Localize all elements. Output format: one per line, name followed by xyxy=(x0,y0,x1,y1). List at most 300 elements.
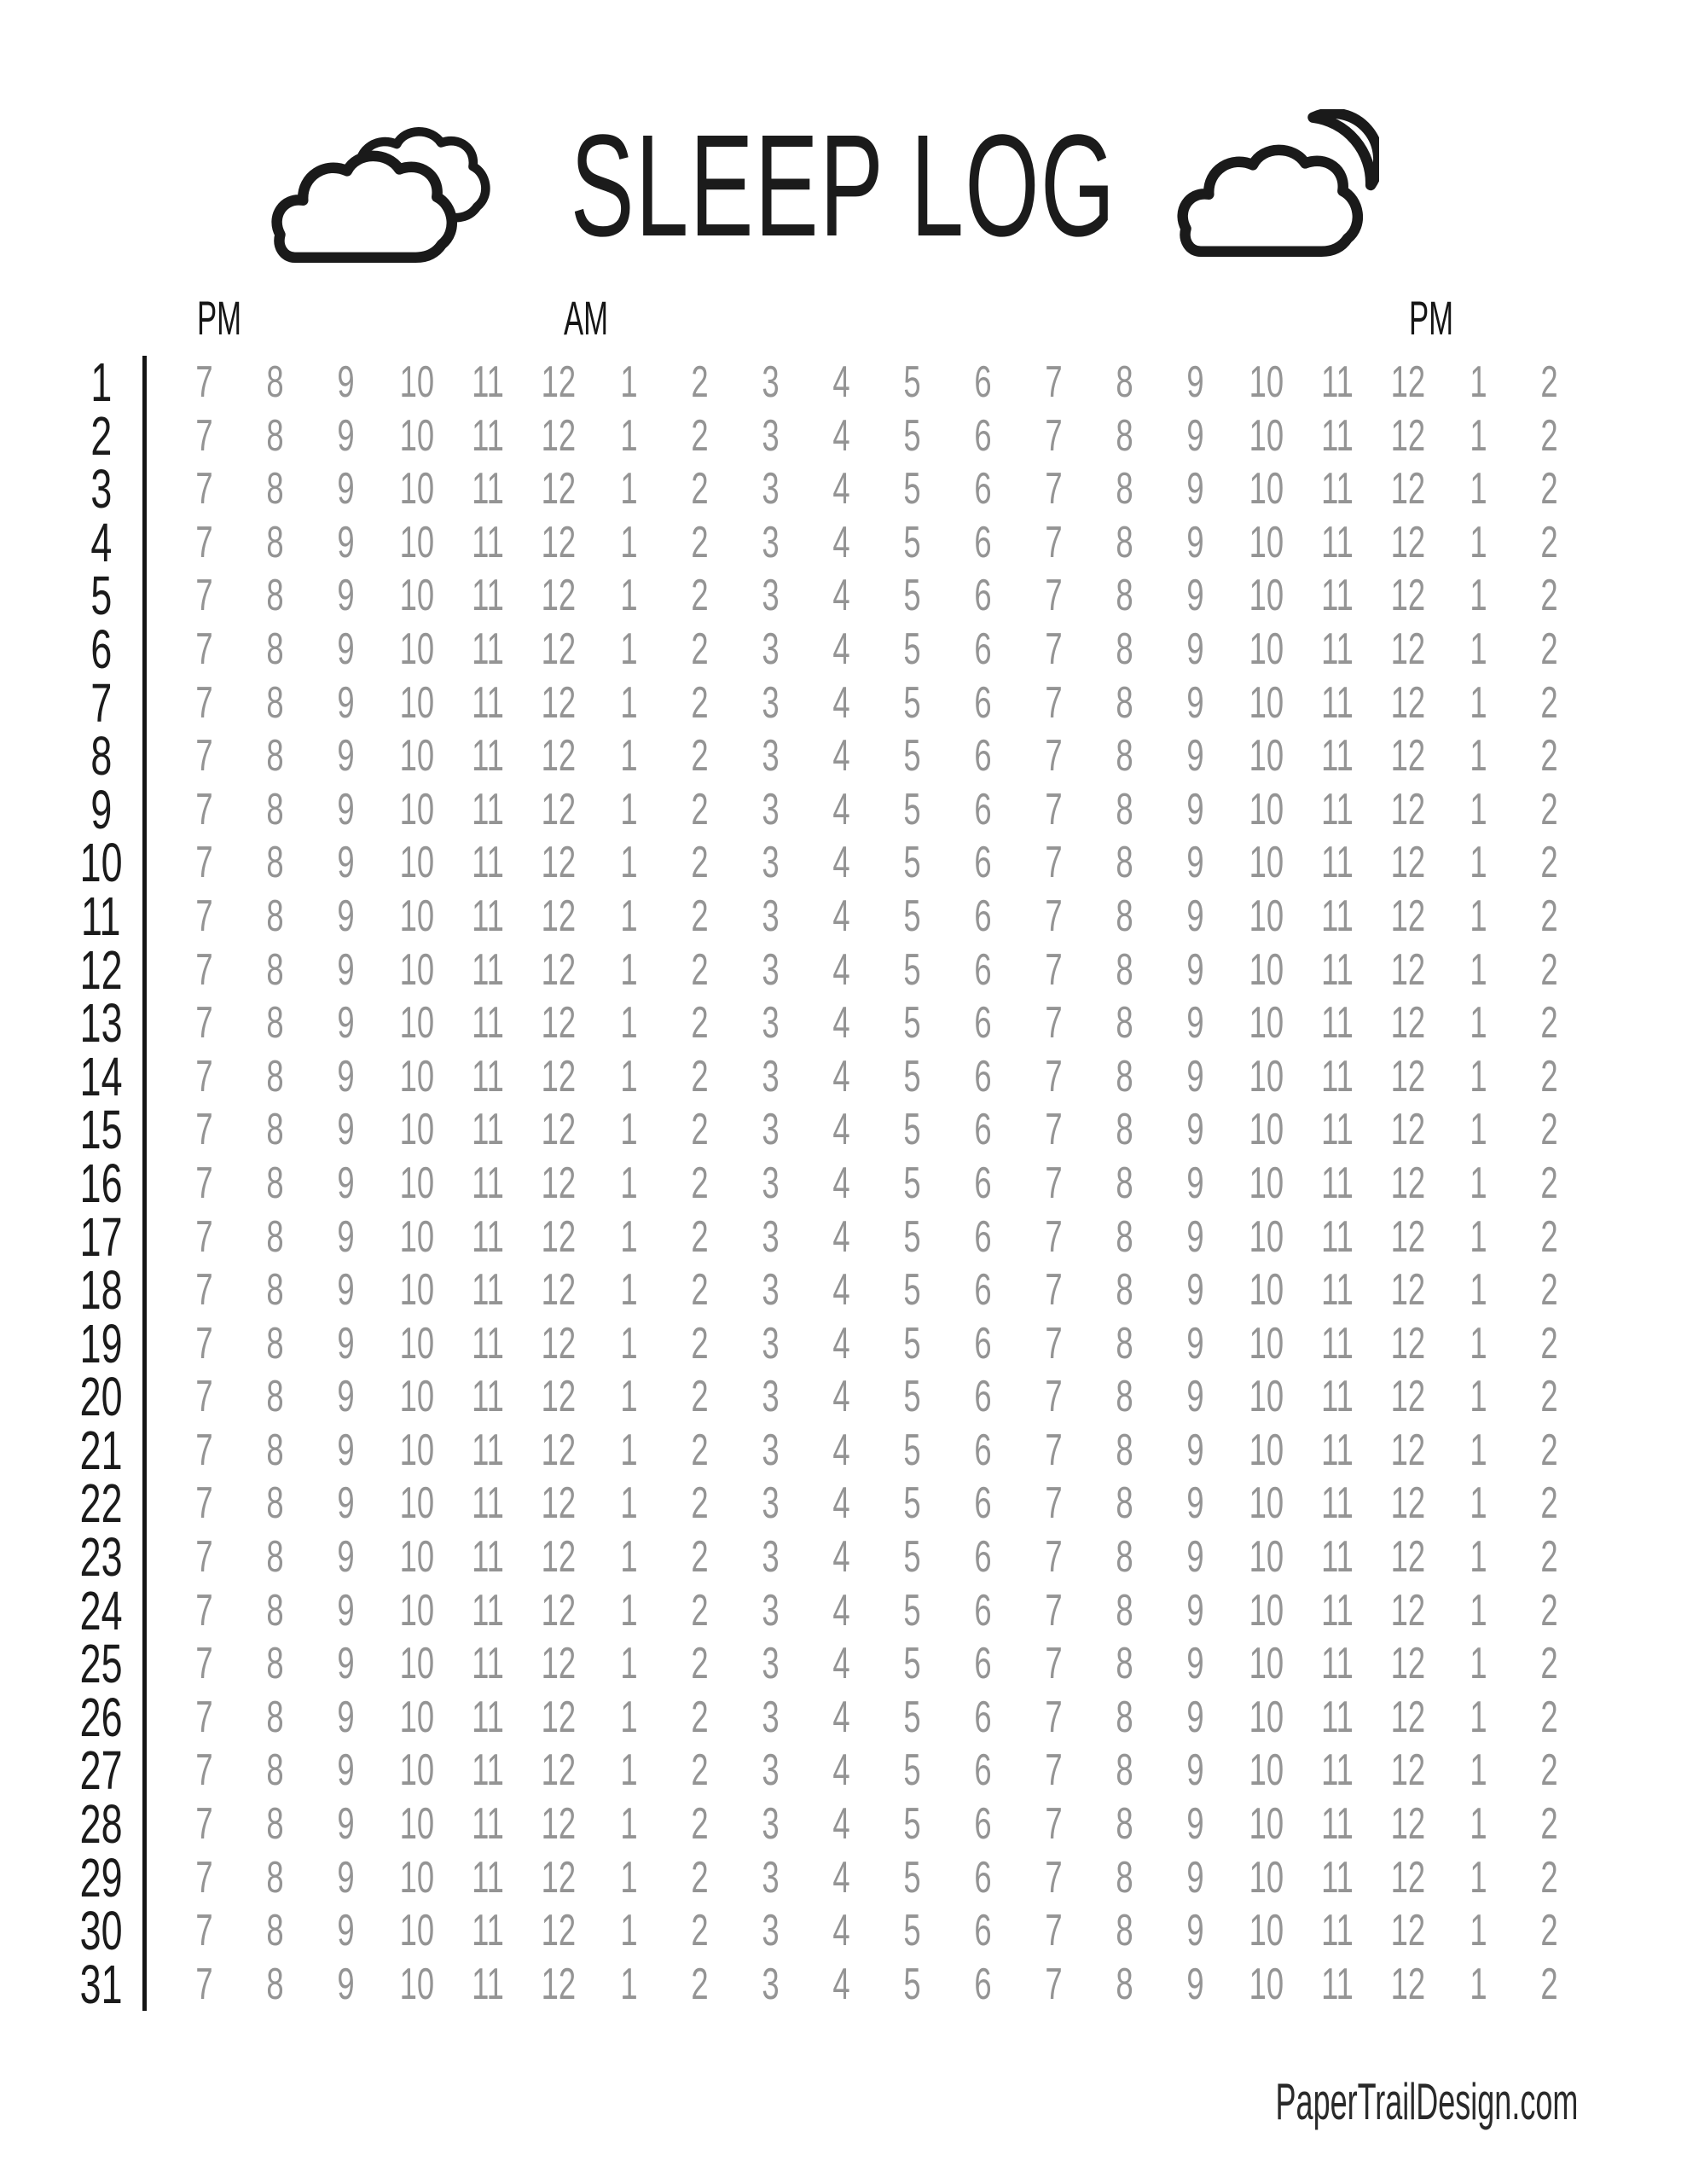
hour-cell xyxy=(381,1744,452,1798)
hour-label: 2 xyxy=(1540,1211,1558,1262)
hour-label: 11 xyxy=(471,1478,504,1529)
hour-label: 7 xyxy=(195,1425,213,1475)
hour-cell xyxy=(523,1317,594,1371)
hour-cell xyxy=(523,1477,594,1531)
hour-cell xyxy=(594,1531,664,1584)
hour-label: 11 xyxy=(1320,1852,1354,1902)
hour-cell xyxy=(381,1798,452,1851)
hour-label: 2 xyxy=(1540,464,1558,514)
hour-label: 8 xyxy=(266,1478,284,1529)
hour-label: 4 xyxy=(832,1799,850,1850)
hour-label: 12 xyxy=(541,1265,576,1316)
hour-cell xyxy=(523,1424,594,1478)
day-row xyxy=(0,1526,1687,1589)
hour-label: 5 xyxy=(903,1211,921,1262)
hour-label: 7 xyxy=(195,1745,213,1796)
hour-cell xyxy=(948,944,1018,997)
day-number-label: 2 xyxy=(90,404,112,467)
hour-cell xyxy=(735,569,806,623)
hour-label: 8 xyxy=(1116,1692,1133,1742)
hour-cells xyxy=(147,1851,1585,1905)
hour-label: 12 xyxy=(541,1211,576,1262)
hour-label: 9 xyxy=(1186,1959,1204,2009)
hour-cell xyxy=(806,1157,877,1211)
hour-cells xyxy=(147,410,1585,463)
day-number-label: 5 xyxy=(90,565,112,627)
hour-label: 3 xyxy=(762,1959,780,2009)
hour-label: 8 xyxy=(266,1799,284,1850)
hour-cells xyxy=(147,1744,1585,1798)
hour-cell xyxy=(877,462,948,516)
hour-cell xyxy=(169,836,240,890)
hour-label: 7 xyxy=(1045,838,1063,888)
hour-label: 11 xyxy=(1320,784,1354,834)
hour-cell xyxy=(806,1317,877,1371)
hour-label: 5 xyxy=(903,1372,921,1422)
hour-label: 4 xyxy=(832,1906,850,1956)
hour-label: 9 xyxy=(1186,1318,1204,1368)
hour-label: 1 xyxy=(1470,1051,1487,1101)
hour-cell xyxy=(806,410,877,463)
hour-cell xyxy=(452,1798,523,1851)
hour-label: 2 xyxy=(691,1532,709,1583)
hour-cell xyxy=(1514,996,1585,1050)
hour-cell xyxy=(664,729,735,783)
hour-cell xyxy=(381,890,452,944)
hour-label: 3 xyxy=(762,1906,780,1956)
hour-label: 1 xyxy=(620,1425,638,1475)
hour-cell xyxy=(1372,783,1443,837)
hour-cell xyxy=(240,1317,310,1371)
hour-cell xyxy=(877,1744,948,1798)
hour-label: 12 xyxy=(1390,838,1425,888)
hour-cell xyxy=(240,1958,310,2012)
hour-label: 1 xyxy=(620,517,638,567)
hour-cell xyxy=(1372,1904,1443,1958)
hour-cell xyxy=(948,516,1018,570)
hour-cell xyxy=(1018,1050,1089,1104)
hour-label: 6 xyxy=(974,1852,992,1902)
hour-cell xyxy=(877,569,948,623)
hour-cell xyxy=(1372,1744,1443,1798)
hour-label: 8 xyxy=(1116,1372,1133,1422)
day-row xyxy=(0,1846,1687,1908)
hour-label: 2 xyxy=(691,891,709,941)
hour-cells xyxy=(147,1691,1585,1745)
hour-label: 1 xyxy=(1470,784,1487,834)
hour-label: 12 xyxy=(1390,677,1425,728)
hour-cell xyxy=(664,1531,735,1584)
hour-label: 6 xyxy=(974,1265,992,1316)
hour-cells xyxy=(147,356,1585,410)
hour-cell xyxy=(1160,1904,1231,1958)
hour-cell xyxy=(169,1851,240,1905)
hour-label: 7 xyxy=(1045,1852,1063,1902)
hour-label: 12 xyxy=(1390,784,1425,834)
hour-label: 8 xyxy=(266,1692,284,1742)
hour-cell xyxy=(310,1103,381,1157)
hour-cell xyxy=(240,410,310,463)
day-row xyxy=(0,1472,1687,1535)
hour-label: 12 xyxy=(541,998,576,1048)
hour-label: 9 xyxy=(1186,1692,1204,1742)
hour-cell xyxy=(1160,1531,1231,1584)
hour-cell xyxy=(240,996,310,1050)
hour-cell xyxy=(1301,1103,1372,1157)
hour-cell xyxy=(735,729,806,783)
hour-label: 5 xyxy=(903,1745,921,1796)
hour-label: 9 xyxy=(337,891,355,941)
hour-cell xyxy=(1018,996,1089,1050)
hour-label: 10 xyxy=(399,1959,434,2009)
hour-cell xyxy=(1443,783,1514,837)
hour-cell xyxy=(1301,1531,1372,1584)
hour-cell xyxy=(664,1798,735,1851)
hour-label: 7 xyxy=(195,1799,213,1850)
hour-label: 8 xyxy=(1116,410,1133,461)
hour-label: 2 xyxy=(691,784,709,834)
hour-cell xyxy=(594,1958,664,2012)
hour-cell xyxy=(948,1050,1018,1104)
hour-label: 5 xyxy=(903,571,921,621)
hour-label: 2 xyxy=(691,517,709,567)
hour-label: 2 xyxy=(691,838,709,888)
hour-cell xyxy=(1160,729,1231,783)
hour-cell xyxy=(381,1691,452,1745)
hour-cell xyxy=(1514,1477,1585,1531)
hour-label: 5 xyxy=(903,677,921,728)
hour-label: 3 xyxy=(762,1265,780,1316)
hour-label: 10 xyxy=(1249,731,1284,781)
hour-cell xyxy=(1443,1477,1514,1531)
meridiem-pm-evening: PM xyxy=(197,291,242,345)
hour-cell xyxy=(735,890,806,944)
hour-label: 11 xyxy=(471,1639,504,1689)
hour-cell xyxy=(877,516,948,570)
hour-label: 10 xyxy=(399,1585,434,1635)
hour-cell xyxy=(1160,1584,1231,1638)
hour-cells xyxy=(147,1103,1585,1157)
hour-label: 11 xyxy=(471,677,504,728)
hour-label: 6 xyxy=(974,624,992,674)
hour-cell xyxy=(381,1958,452,2012)
hour-cell xyxy=(169,1317,240,1371)
day-number-label: 20 xyxy=(79,1366,123,1428)
hour-label: 7 xyxy=(1045,1318,1063,1368)
hour-cell xyxy=(1514,944,1585,997)
hour-label: 12 xyxy=(1390,1318,1425,1368)
day-number-label: 13 xyxy=(79,992,123,1054)
day-row xyxy=(0,1953,1687,2015)
hour-cell xyxy=(806,1637,877,1691)
hour-cell xyxy=(735,1584,806,1638)
hour-cell xyxy=(452,623,523,677)
hour-cell xyxy=(1514,1263,1585,1317)
hour-cell xyxy=(664,1103,735,1157)
hour-cell xyxy=(948,1317,1018,1371)
hour-label: 2 xyxy=(1540,731,1558,781)
hour-label: 4 xyxy=(832,1105,850,1155)
hour-label: 9 xyxy=(337,677,355,728)
hour-cell xyxy=(1018,1584,1089,1638)
hour-label: 7 xyxy=(195,838,213,888)
hour-label: 12 xyxy=(1390,1265,1425,1316)
hour-cell xyxy=(1018,1744,1089,1798)
hour-label: 2 xyxy=(691,1158,709,1208)
hour-cell xyxy=(877,1531,948,1584)
hour-label: 3 xyxy=(762,1799,780,1850)
hour-cell xyxy=(1443,1211,1514,1264)
hour-cell xyxy=(877,783,948,837)
hour-label: 10 xyxy=(1249,624,1284,674)
hour-cell xyxy=(169,1370,240,1424)
hour-label: 10 xyxy=(1249,1799,1284,1850)
hour-label: 11 xyxy=(1320,624,1354,674)
hour-cell xyxy=(1231,1211,1301,1264)
hour-label: 3 xyxy=(762,784,780,834)
hour-cell xyxy=(310,1050,381,1104)
hour-cell xyxy=(310,729,381,783)
hour-label: 1 xyxy=(620,944,638,995)
day-number xyxy=(0,1099,147,1161)
hour-label: 10 xyxy=(1249,998,1284,1048)
hour-label: 10 xyxy=(399,944,434,995)
hour-label: 9 xyxy=(337,1639,355,1689)
hour-label: 7 xyxy=(195,1051,213,1101)
hour-label: 12 xyxy=(541,624,576,674)
hour-label: 12 xyxy=(541,838,576,888)
hour-cell xyxy=(735,1744,806,1798)
day-number-label: 11 xyxy=(81,885,121,947)
hour-label: 9 xyxy=(1186,1852,1204,1902)
hour-label: 11 xyxy=(471,464,504,514)
hour-label: 11 xyxy=(1320,1211,1354,1262)
hour-label: 12 xyxy=(1390,891,1425,941)
day-number-label: 12 xyxy=(79,938,123,1001)
hour-label: 8 xyxy=(1116,624,1133,674)
hour-cell xyxy=(1372,996,1443,1050)
hour-cell xyxy=(310,410,381,463)
hour-label: 3 xyxy=(762,464,780,514)
hour-label: 1 xyxy=(1470,944,1487,995)
hour-label: 8 xyxy=(1116,731,1133,781)
hour-cell xyxy=(1231,1691,1301,1745)
hour-cell xyxy=(1160,783,1231,837)
hour-cell xyxy=(594,1103,664,1157)
hour-label: 10 xyxy=(1249,784,1284,834)
hour-label: 8 xyxy=(1116,571,1133,621)
hour-cell xyxy=(1301,516,1372,570)
hour-cell xyxy=(948,1584,1018,1638)
hour-cell xyxy=(1231,1798,1301,1851)
day-number-label: 27 xyxy=(79,1740,123,1802)
hour-cell xyxy=(1514,410,1585,463)
day-number xyxy=(0,1953,147,2015)
hour-cell xyxy=(1301,623,1372,677)
hour-cell xyxy=(1231,516,1301,570)
day-number-label: 9 xyxy=(90,778,112,840)
hour-cell xyxy=(1372,1050,1443,1104)
hour-cell xyxy=(381,677,452,730)
hour-cell xyxy=(169,1637,240,1691)
hour-cell xyxy=(523,1263,594,1317)
hour-label: 7 xyxy=(195,1158,213,1208)
hour-cell xyxy=(240,1637,310,1691)
hour-cell xyxy=(1018,1157,1089,1211)
day-number xyxy=(0,1419,147,1481)
hour-label: 8 xyxy=(266,1051,284,1101)
hour-label: 12 xyxy=(1390,731,1425,781)
hour-cell xyxy=(1514,1157,1585,1211)
hour-cell xyxy=(664,1904,735,1958)
hour-label: 1 xyxy=(620,1959,638,2009)
hour-cell xyxy=(1160,623,1231,677)
hour-label: 6 xyxy=(974,571,992,621)
hour-label: 6 xyxy=(974,1318,992,1368)
hour-cell xyxy=(1443,1317,1514,1371)
day-row xyxy=(0,1419,1687,1481)
hour-label: 4 xyxy=(832,1372,850,1422)
hour-cell xyxy=(948,1958,1018,2012)
hour-cell xyxy=(240,356,310,410)
hour-cell xyxy=(381,516,452,570)
hour-cells xyxy=(147,729,1585,783)
hour-label: 10 xyxy=(1249,1318,1284,1368)
hour-label: 3 xyxy=(762,1051,780,1101)
hour-cell xyxy=(664,1744,735,1798)
day-number-label: 1 xyxy=(90,351,112,413)
hour-label: 2 xyxy=(1540,1639,1558,1689)
hour-cell xyxy=(310,516,381,570)
hour-cell xyxy=(1514,890,1585,944)
hour-cell xyxy=(948,783,1018,837)
hour-cell xyxy=(735,1904,806,1958)
hour-cell xyxy=(1514,462,1585,516)
hour-label: 10 xyxy=(1249,1158,1284,1208)
hour-cell xyxy=(594,1263,664,1317)
hour-cells xyxy=(147,783,1585,837)
hour-cell xyxy=(523,1851,594,1905)
hour-label: 8 xyxy=(1116,1906,1133,1956)
hour-label: 2 xyxy=(1540,1478,1558,1529)
hour-cell xyxy=(594,1637,664,1691)
hour-cell xyxy=(1514,356,1585,410)
hour-label: 11 xyxy=(1320,1425,1354,1475)
hour-cell xyxy=(877,356,948,410)
hour-label: 7 xyxy=(195,1532,213,1583)
hour-cell xyxy=(523,890,594,944)
hour-cells xyxy=(147,677,1585,730)
hour-label: 12 xyxy=(541,1959,576,2009)
hour-label: 3 xyxy=(762,1318,780,1368)
hour-cells xyxy=(147,1211,1585,1264)
hour-cell xyxy=(877,1211,948,1264)
hour-label: 9 xyxy=(337,1478,355,1529)
hour-label: 9 xyxy=(1186,838,1204,888)
hour-label: 11 xyxy=(471,1211,504,1262)
day-number xyxy=(0,1045,147,1107)
hour-cell xyxy=(594,1211,664,1264)
hour-label: 10 xyxy=(1249,357,1284,407)
hour-cell xyxy=(1089,1851,1160,1905)
hour-label: 6 xyxy=(974,1425,992,1475)
hour-label: 2 xyxy=(691,1585,709,1635)
hour-label: 6 xyxy=(974,998,992,1048)
hour-label: 2 xyxy=(1540,838,1558,888)
hour-label: 4 xyxy=(832,624,850,674)
hour-label: 5 xyxy=(903,1585,921,1635)
hour-label: 11 xyxy=(1320,838,1354,888)
hour-label: 6 xyxy=(974,1478,992,1529)
day-number-label: 29 xyxy=(79,1846,123,1908)
hour-cell xyxy=(735,677,806,730)
day-number-label: 16 xyxy=(79,1152,123,1214)
hour-label: 7 xyxy=(195,1639,213,1689)
hour-label: 10 xyxy=(1249,1478,1284,1529)
hour-cell xyxy=(806,1263,877,1317)
hour-cell xyxy=(1301,783,1372,837)
hour-label: 7 xyxy=(1045,1051,1063,1101)
hour-cell xyxy=(310,783,381,837)
day-number xyxy=(0,565,147,627)
hour-label: 9 xyxy=(337,944,355,995)
hour-cell xyxy=(664,783,735,837)
hour-cell xyxy=(1514,1691,1585,1745)
hour-label: 11 xyxy=(1320,1639,1354,1689)
hour-cell xyxy=(1301,1157,1372,1211)
hour-label: 2 xyxy=(691,677,709,728)
day-number xyxy=(0,511,147,573)
hour-label: 5 xyxy=(903,464,921,514)
hour-cell xyxy=(1301,1958,1372,2012)
day-row xyxy=(0,1152,1687,1214)
hour-label: 11 xyxy=(1320,677,1354,728)
day-row xyxy=(0,1633,1687,1695)
hour-label: 9 xyxy=(337,1745,355,1796)
hour-label: 6 xyxy=(974,1585,992,1635)
hour-cell xyxy=(1160,836,1231,890)
hour-label: 8 xyxy=(1116,838,1133,888)
hour-label: 12 xyxy=(1390,1158,1425,1208)
hour-label: 11 xyxy=(471,1799,504,1850)
hour-label: 10 xyxy=(399,517,434,567)
hour-label: 9 xyxy=(1186,1425,1204,1475)
hour-label: 11 xyxy=(471,1745,504,1796)
hour-cell xyxy=(1301,1798,1372,1851)
hour-label: 8 xyxy=(1116,784,1133,834)
hour-label: 10 xyxy=(399,891,434,941)
hour-label: 4 xyxy=(832,1211,850,1262)
hour-label: 6 xyxy=(974,1105,992,1155)
hour-label: 1 xyxy=(1470,677,1487,728)
hour-label: 7 xyxy=(195,998,213,1048)
hour-cell xyxy=(310,623,381,677)
hour-cell xyxy=(452,1211,523,1264)
hour-cell xyxy=(240,1851,310,1905)
hour-label: 11 xyxy=(471,1318,504,1368)
hour-cell xyxy=(948,1851,1018,1905)
hour-cell xyxy=(1231,1584,1301,1638)
hour-label: 9 xyxy=(337,1959,355,2009)
hour-label: 1 xyxy=(1470,998,1487,1048)
hour-cell xyxy=(1018,410,1089,463)
hour-cell xyxy=(664,462,735,516)
hour-cell xyxy=(1160,890,1231,944)
hour-cell xyxy=(1372,569,1443,623)
hour-cell xyxy=(1018,677,1089,730)
hour-cell xyxy=(1443,1798,1514,1851)
hour-label: 9 xyxy=(1186,1906,1204,1956)
